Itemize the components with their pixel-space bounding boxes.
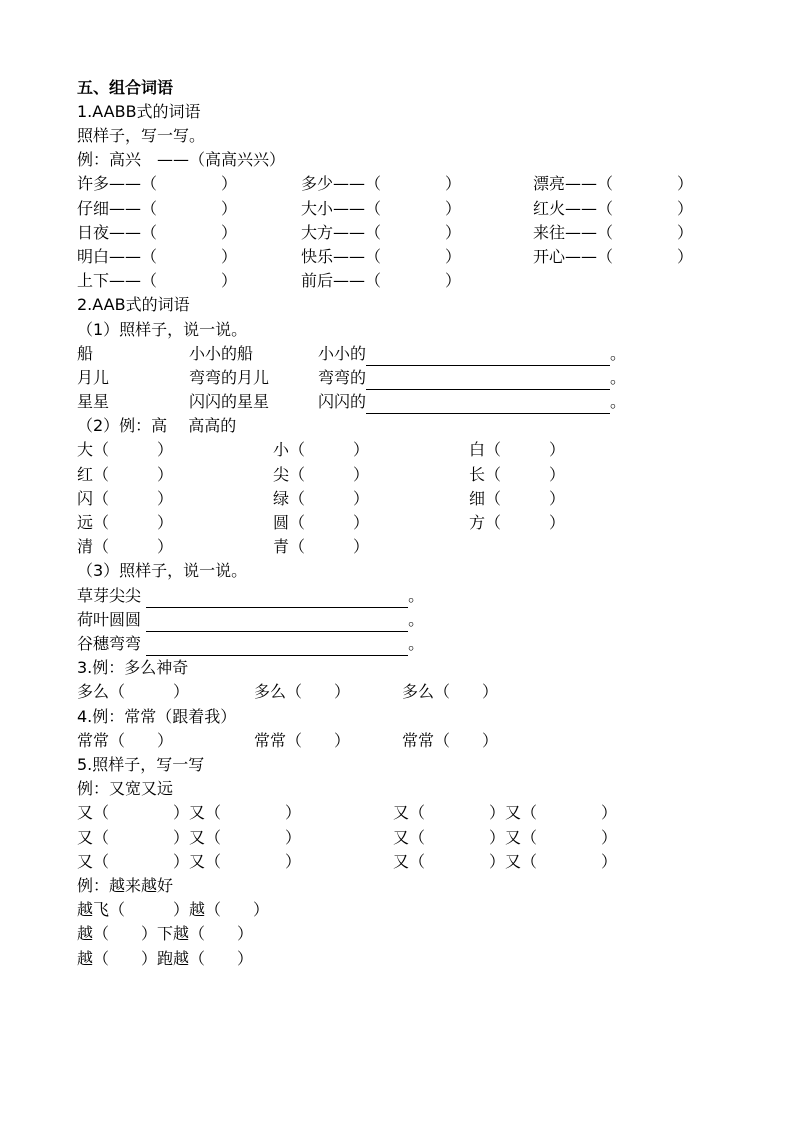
s2-p2-item: 尖（ ） xyxy=(273,465,370,484)
s2-p2-item: 白（ ） xyxy=(469,440,566,459)
answer-line[interactable] xyxy=(146,637,408,656)
s3-item: 多么（ ） xyxy=(77,682,190,701)
s2-p2-item: 小（ ） xyxy=(273,440,370,459)
s4-item: 常常（ ） xyxy=(254,731,351,750)
s1-item: 漂亮——（ ） xyxy=(533,174,694,193)
s1-example: 例：高兴 ——（高高兴兴） xyxy=(77,150,286,169)
s1-item: 明白——（ ） xyxy=(77,247,238,266)
s5-you-item: 又（ ）又（ ） xyxy=(77,852,302,871)
s5-yue-item: 越飞（ ）越（ ） xyxy=(77,900,270,919)
s2-title: 2.AAB式的词语 xyxy=(77,295,190,314)
s3-item: 多么（ ） xyxy=(402,682,499,701)
answer-line[interactable] xyxy=(366,347,610,366)
s1-item: 上下——（ ） xyxy=(77,271,238,290)
s1-item: 红火——（ ） xyxy=(533,199,694,218)
s1-item: 快乐——（ ） xyxy=(301,247,462,266)
s3-title: 3.例：多么神奇 xyxy=(77,658,189,677)
s1-item: 大方——（ ） xyxy=(301,223,462,242)
s1-instruction: 照样子，写一写。 xyxy=(77,126,206,145)
s4-title: 4.例：常常（跟着我） xyxy=(77,707,237,726)
s5-example2: 例：越来越好 xyxy=(77,876,174,895)
s5-you-item: 又（ ）又（ ） xyxy=(77,803,302,822)
answer-line[interactable] xyxy=(366,371,610,390)
s2-p1-prompt: 弯弯的 。 xyxy=(318,366,626,390)
s2-p3-row: 荷叶圆圆 。 xyxy=(77,608,424,632)
s2-p2-title: （2）例：高 高高的 xyxy=(77,416,237,435)
s2-p2-item: 红（ ） xyxy=(77,465,174,484)
s2-p2-item: 青（ ） xyxy=(273,537,370,556)
s5-you-item: 又（ ）又（ ） xyxy=(393,828,618,847)
s4-item: 常常（ ） xyxy=(402,731,499,750)
s2-p3-row: 草芽尖尖 。 xyxy=(77,584,424,608)
s1-item: 多少——（ ） xyxy=(301,174,462,193)
s2-p1-phrase: 闪闪的星星 xyxy=(189,392,270,411)
s2-p1-prompt: 小小的 。 xyxy=(318,342,626,366)
s2-p2-item: 长（ ） xyxy=(469,465,566,484)
s2-p1-phrase: 小小的船 xyxy=(189,344,254,363)
s1-item: 来往——（ ） xyxy=(533,223,694,242)
s2-p1-phrase: 弯弯的月儿 xyxy=(189,368,270,387)
s2-p1-prompt: 闪闪的 。 xyxy=(318,390,626,414)
s5-you-item: 又（ ）又（ ） xyxy=(393,803,618,822)
s2-p2-item: 方（ ） xyxy=(469,513,566,532)
answer-line[interactable] xyxy=(366,395,610,414)
s2-p2-item: 清（ ） xyxy=(77,537,174,556)
s2-p2-item: 圆（ ） xyxy=(273,513,370,532)
s2-p1-word: 月儿 xyxy=(77,368,110,387)
s1-item: 仔细——（ ） xyxy=(77,199,238,218)
s1-item: 前后——（ ） xyxy=(301,271,462,290)
s2-p2-item: 大（ ） xyxy=(77,440,174,459)
s2-p1-word: 船 xyxy=(77,344,94,363)
s5-title: 5.照样子，写一写 xyxy=(77,755,205,774)
s1-item: 许多——（ ） xyxy=(77,174,238,193)
s1-item: 日夜——（ ） xyxy=(77,223,238,242)
s4-item: 常常（ ） xyxy=(77,731,174,750)
s2-p2-item: 远（ ） xyxy=(77,513,174,532)
answer-line[interactable] xyxy=(146,613,408,632)
s5-you-item: 又（ ）又（ ） xyxy=(77,828,302,847)
answer-line[interactable] xyxy=(146,589,408,608)
s2-p1-word: 星星 xyxy=(77,392,110,411)
s2-p1-title: （1）照样子，说一说。 xyxy=(77,320,248,339)
s5-example1: 例：又宽又远 xyxy=(77,779,174,798)
s1-title: 1.AABB式的词语 xyxy=(77,102,201,121)
s1-item: 大小——（ ） xyxy=(301,199,462,218)
s1-item: 开心——（ ） xyxy=(533,247,694,266)
section-heading: 五、组合词语 xyxy=(77,78,174,97)
s2-p2-item: 闪（ ） xyxy=(77,489,174,508)
s5-yue-item: 越（ ）下越（ ） xyxy=(77,924,254,943)
s2-p2-item: 细（ ） xyxy=(469,489,566,508)
s3-item: 多么（ ） xyxy=(254,682,351,701)
s2-p2-item: 绿（ ） xyxy=(273,489,370,508)
s2-p3-title: （3）照样子，说一说。 xyxy=(77,561,248,580)
s2-p3-row: 谷穗弯弯 。 xyxy=(77,632,424,656)
s5-you-item: 又（ ）又（ ） xyxy=(393,852,618,871)
s5-yue-item: 越（ ）跑越（ ） xyxy=(77,949,254,968)
